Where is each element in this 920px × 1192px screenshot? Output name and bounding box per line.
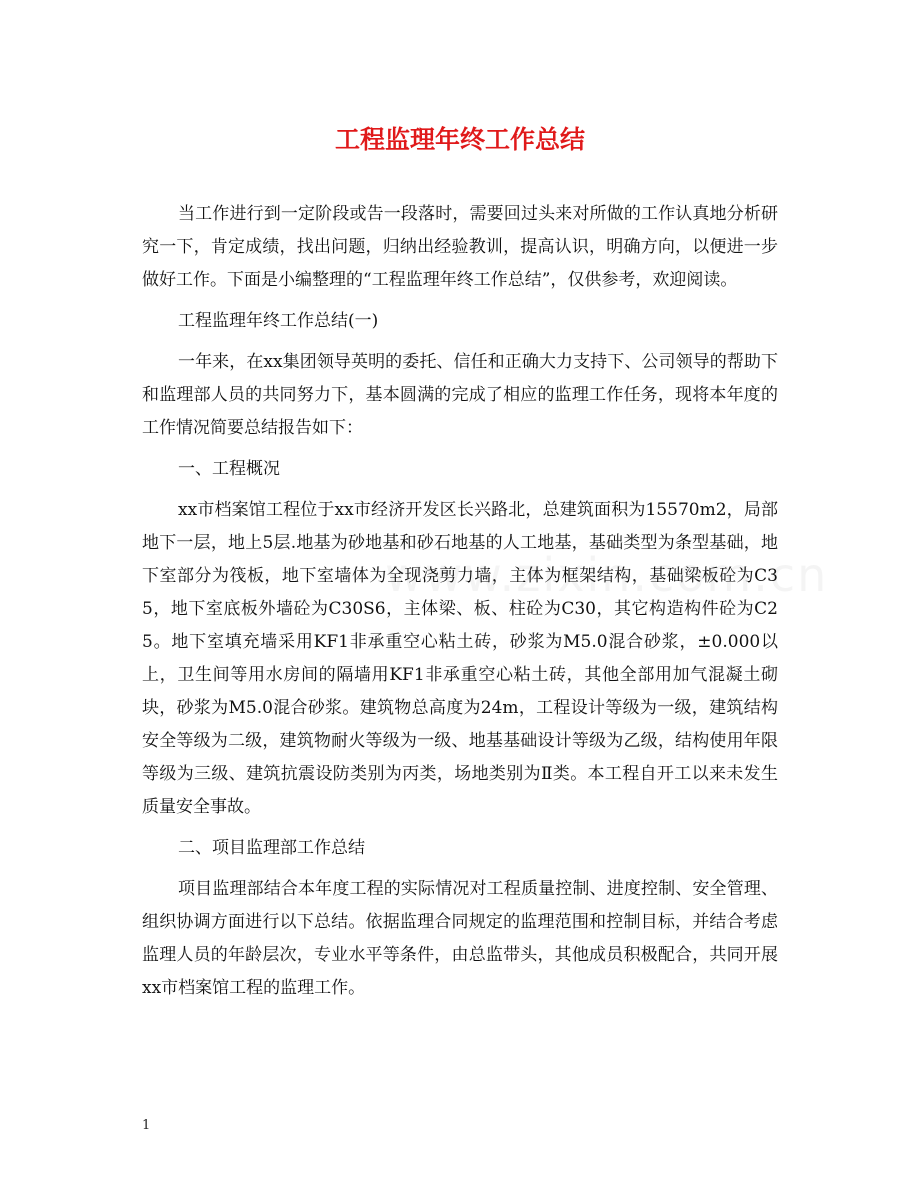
section-heading-project-overview: 一、工程概况	[178, 459, 280, 479]
document-body	[142, 198, 778, 1013]
section-heading-supervision-summary: 二、项目监理部工作总结	[178, 838, 365, 858]
summary-opening-paragraph: 一年来，在xx集团领导英明的委托、信任和正确大力支持下、公司领导的帮助下和监理部人员的共同努力下，基本圆满的完成了相应的监理工作任务，现将本年度的工作情况简要总结报告如下：	[142, 352, 778, 438]
page-number: 1	[142, 1118, 151, 1133]
intro-paragraph: 当工作进行到一定阶段或告一段落时，需要回过头来对所做的工作认真地分析研究一下，肯定成绩，找出问题，归纳出经验教训，提高认识，明确方向，以便进一步做好工作。下面是小编整理的“工程监理年终工作总结”，仅供参考，欢迎阅读。	[142, 204, 778, 290]
supervision-summary-paragraph: 项目监理部结合本年度工程的实际情况对工程质量控制、进度控制、安全管理、组织协调方面进行以下总结。依据监理合同规定的监理范围和控制目标，并结合考虑监理人员的年龄层次，专业水平等条件，由总监带头，其他成员积极配合，共同开展xx市档案馆工程的监理工作。	[142, 879, 778, 998]
document-title: 工程监理年终工作总结	[334, 125, 585, 154]
section-heading-summary-1: 工程监理年终工作总结(一)	[178, 311, 379, 331]
project-overview-paragraph: xx市档案馆工程位于xx市经济开发区长兴路北，总建筑面积为15570m2，局部地下一层，地上5层.地基为砂地基和砂石地基的人工地基，基础类型为条型基础，地下室部分为筏板，地下室墙体为全现浇剪力墙，主体为框架结构，基础梁板砼为C35，地下室底板外墙砼为C30S6，主体梁、板、柱砼为C30，其它构造构件砼为C25。地下室填充墙采用KF1非承重空心粘土砖，砂浆为M5.0混合砂浆，±0.000以上，卫生间等用水房间的隔墙用KF1非承重空心粘土砖，其他全部用加气混凝土砌块，砂浆为M5.0混合砂浆。建筑物总高度为24m，工程设计等级为一级，建筑结构安全等级为二级，建筑物耐火等级为一级、地基基础设计等级为乙级，结构使用年限等级为三级、建筑抗震设防类别为丙类，场地类别为Ⅱ类。本工程自开工以来未发生质量安全事故。	[142, 500, 778, 817]
